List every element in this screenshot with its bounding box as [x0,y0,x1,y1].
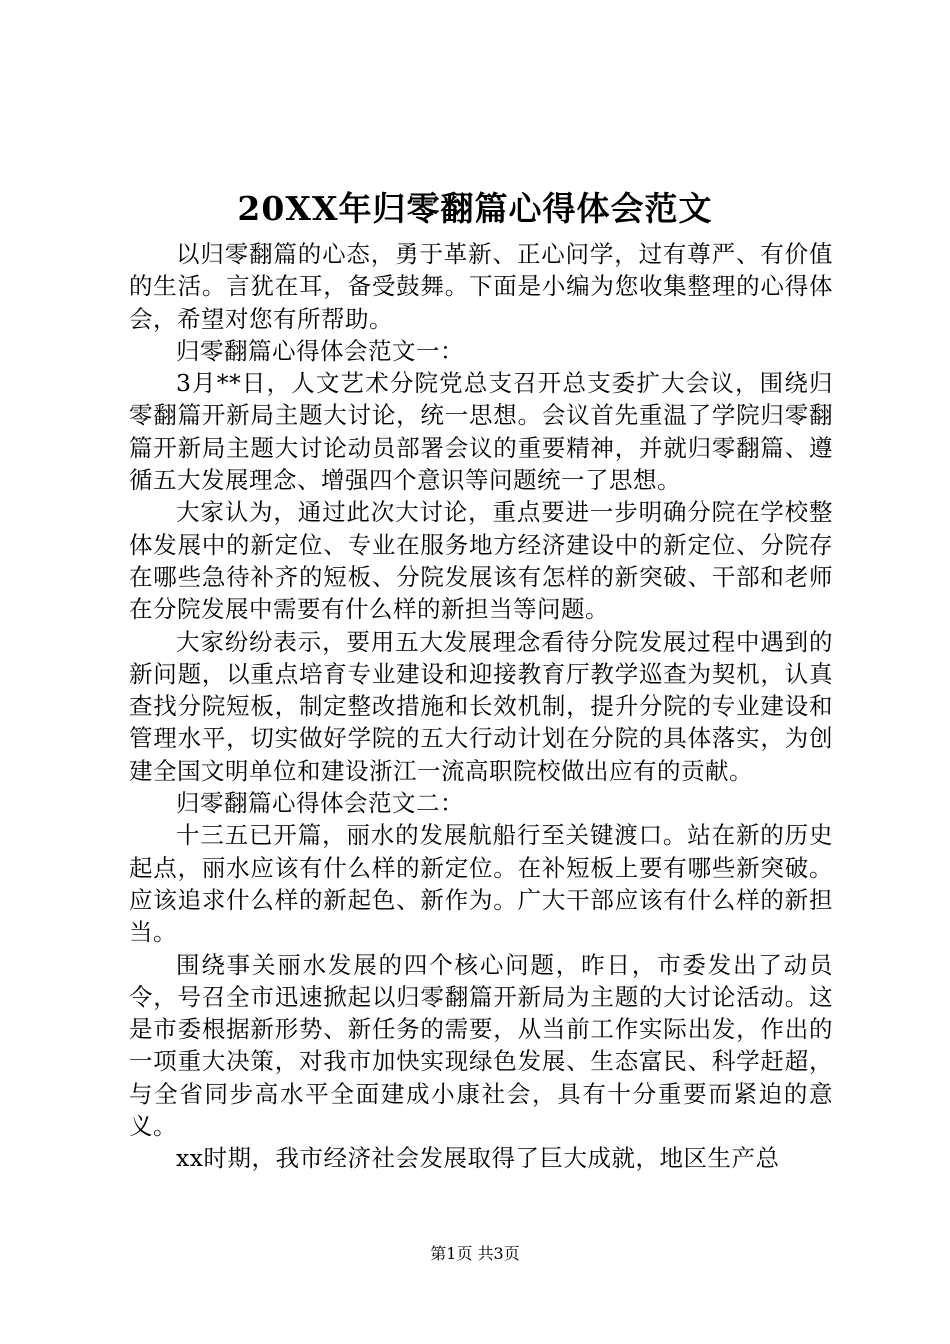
document-body [129,238,833,1175]
body-paragraph: 大家认为，通过此次大讨论，重点要进一步明确分院在学校整体发展中的新定位、专业在服务地方经济建设中的新定位、分院存在哪些急待补齐的短板、分院发展该有怎样的新突破、干部和老师在分院发展中需要有什么样的新担当等问题。 [129,498,833,624]
body-paragraph: 围绕事关丽水发展的四个核心问题，昨日，市委发出了动员令，号召全市迅速掀起以归零翻篇开新局为主题的大讨论活动。这是市委根据新形势、新任务的需要，从当前工作实际出发，作出的一项重大决策，对我市加快实现绿色发展、生态富民、科学赶超，与全省同步高水平全面建成小康社会，具有十分重要而紧迫的意义。 [129,950,833,1141]
section-heading-one: 归零翻篇心得体会范文一： [176,336,464,365]
body-paragraph: 3月**日，人文艺术分院党总支召开总支委扩大会议，围绕归零翻篇开新局主题大讨论，统一思想。会议首先重温了学院归零翻篇开新局主题大讨论动员部署会议的重要精神，并就归零翻篇、遵循五大发展理念、增强四个意识等问题统一了思想。 [129,369,833,495]
document-title: 20XX年归零翻篇心得体会范文 [237,189,713,228]
intro-paragraph: 以归零翻篇的心态，勇于革新、正心问学，过有尊严、有价值的生活。言犹在耳，备受鼓舞。下面是小编为您收集整理的心得体会，希望对您有所帮助。 [129,240,833,333]
section-heading-two: 归零翻篇心得体会范文二： [176,789,464,818]
body-paragraph: xx时期，我市经济社会发展取得了巨大成就，地区生产总 [176,1144,780,1173]
page-footer: 第1页 共3页 [430,1244,520,1263]
body-paragraph: 十三五已开篇，丽水的发展航船行至关键渡口。站在新的历史起点，丽水应该有什么样的新定位。在补短板上要有哪些新突破。应该追求什么样的新起色、新作为。广大干部应该有什么样的新担当。 [129,821,833,947]
body-paragraph: 大家纷纷表示，要用五大发展理念看待分院发展过程中遇到的新问题，以重点培育专业建设和迎接教育厅教学巡查为契机，认真查找分院短板，制定整改措施和长效机制，提升分院的专业建设和管理水平，切实做好学院的五大行动计划在分院的具体落实，为创建全国文明单位和建设浙江一流高职院校做出应有的贡献。 [129,627,833,785]
